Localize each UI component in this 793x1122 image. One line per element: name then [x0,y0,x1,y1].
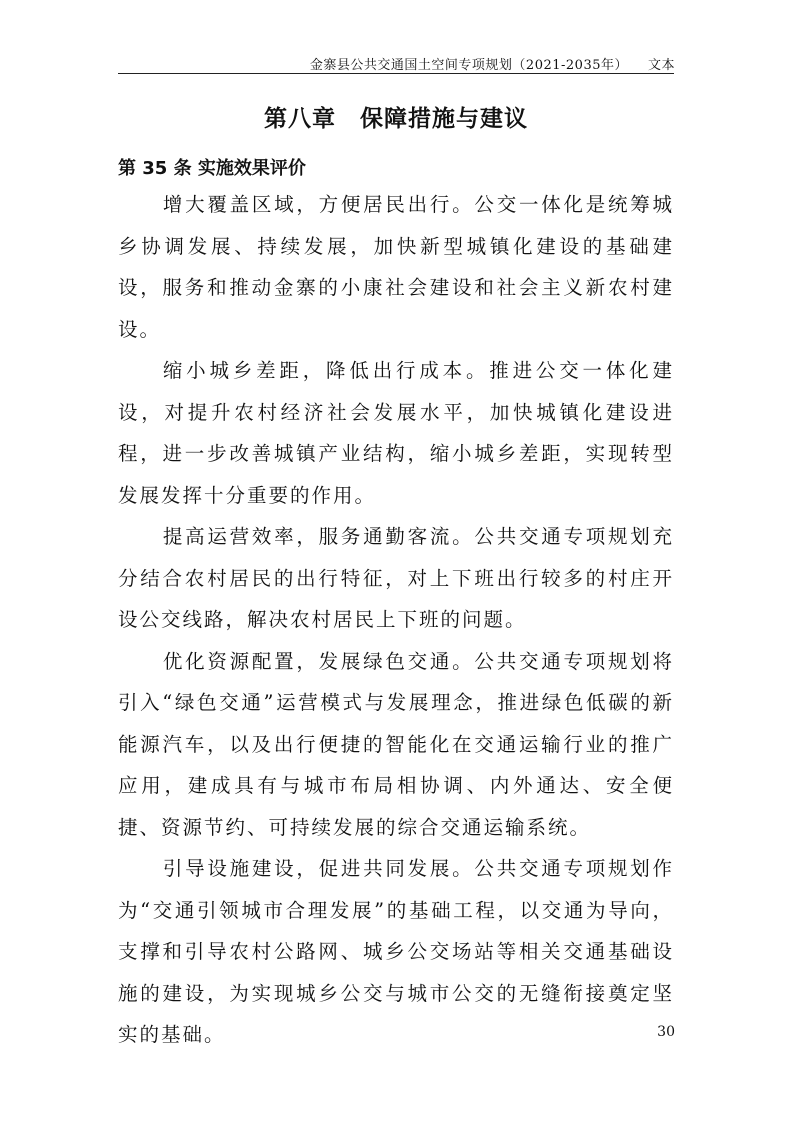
paragraph-green-transport: 优化资源配置，发展绿色交通。公共交通专项规划将引入“绿色交通”运营模式与发展理念，推进绿色低碳的新能源汽车，以及出行便捷的智能化在交通运输行业的推广应用，建成具有与城市布局相协调、内外通达、安全便捷、资源节约、可持续发展的综合交通运输系统。 [118,649,674,839]
paragraph-facility-construction: 引导设施建设，促进共同发展。公共交通专项规划作为“交通引领城市合理发展”的基础工程，以交通为导向，支撑和引导农村公路网、城乡公交场站等相关交通基础设施的建设，为实现城乡公交与城市公交的无缝衔接奠定坚实的基础。 [118,857,674,1046]
paragraph-operating-efficiency: 提高运营效率，服务通勤客流。公共交通专项规划充分结合农村居民的出行特征，对上下班出行较多的村庄开设公交线路，解决农村居民上下班的问题。 [118,525,674,631]
header-title: 金寨县公共交通国土空间专项规划（2021-2035年） [309,58,628,73]
header-rule [118,73,674,74]
page-number: 30 [657,1024,675,1040]
running-header [310,54,675,73]
paragraph-coverage: 增大覆盖区域，方便居民出行。公交一体化是统筹城乡协调发展、持续发展，加快新型城镇化建设的基础建设，服务和推动金寨的小康社会建设和社会主义新农村建设。 [118,193,674,341]
article-body [118,184,674,1056]
header-doc-type: 文本 [647,58,675,73]
chapter-title: 第八章 保障措施与建议 [264,106,528,132]
article-title: 第 35 条 实施效果评价 [118,158,306,179]
paragraph-urban-rural-gap: 缩小城乡差距，降低出行成本。推进公交一体化建设，对提升农村经济社会发展水平，加快城镇化建设进程，进一步改善城镇产业结构，缩小城乡差距，实现转型发展发挥十分重要的作用。 [118,359,674,507]
